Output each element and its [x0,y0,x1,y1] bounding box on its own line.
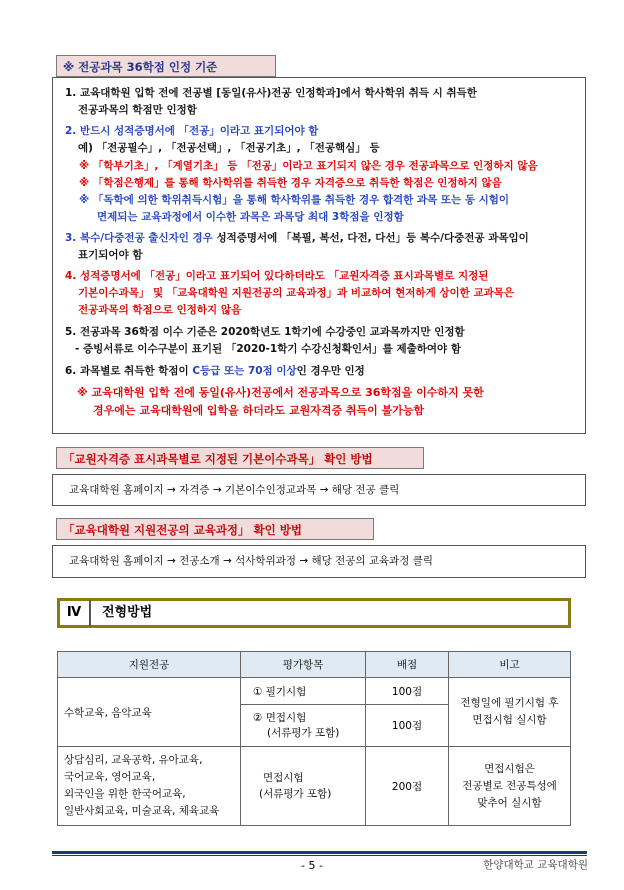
footer-rule-thin [52,855,587,856]
item3-line1 [65,230,529,247]
footer-school: 한양대학교 교육대학원 [483,859,588,871]
g2-note-c: 맞추어 실시함 [477,796,542,809]
section3-box [52,545,586,578]
section3-path: 교육대학원 홈페이지 → 전공소개 → 석사학위과정 → 해당 전공의 교육과정 클릭 [69,555,434,567]
g2-majors [58,747,241,826]
item2-note1: ※ 「학부기초」, 「계열기초」 등 「전공」이라고 표기되지 않은 경우 전공과목으로 인정하지 않음 [79,160,538,172]
page-number: - 5 - [301,859,323,872]
th-major: 지원전공 [58,652,241,678]
g2-note-a: 면접시험은 [484,762,535,775]
item2-note4: 면제되는 교육과정에서 이수한 과목은 과목당 최대 3학점을 인정함 [97,211,404,223]
g1-item2-b: (서류평가 포함) [267,726,340,739]
g2-item-b: (서류평가 포함) [259,788,332,800]
g1-majors: 수학교육, 음악교육 [58,678,241,747]
item4-line1: 4. 성적증명서에 「전공」이라고 표기되어 있다하더라도 「교원자격증 표시과목별로 지정된 [65,270,489,282]
section4-title: 전형방법 [102,605,153,620]
g1-item2 [241,705,366,747]
item6-line1 [65,363,365,380]
item6-blue: C등급 또는 70점 이상 [192,365,297,377]
item6-warn2: 경우에는 교육대학원에 입학을 하더라도 교원자격증 취득이 불가능함 [93,404,425,417]
th-item: 평가항목 [241,652,366,678]
item1-line2: 전공과목의 학점만 인정함 [78,104,197,116]
section2-title [56,447,424,469]
table-row [58,747,571,826]
item3-line2: 표기되어야 함 [78,249,143,261]
g2-major-0: 상담심리, 교육공학, 유아교육, [64,754,203,766]
item2-example: 예) 「전공필수」, 「전공선택」, 「전공기초」, 「전공핵심」 등 [78,142,380,154]
section1-title-text: ※ 전공과목 36학점 인정 기준 [63,60,218,74]
g2-note-b: 전공별로 전공특성에 [462,779,557,792]
g2-note [449,747,571,826]
item2-note3: ※ 「독학에 의한 학위취득시험」을 통해 학사학위를 취득한 경우 합격한 과목 또는 동 시험이 [79,194,510,206]
th-score: 배점 [366,652,449,678]
th-note: 비고 [449,652,571,678]
g1-score1: 100점 [366,678,449,705]
item3-line1-blue: 3. 복수/다중전공 출신자인 경우 [65,232,213,244]
item2-line1: 2. 반드시 성적증명서에 「전공」이라고 표기되어야 함 [65,125,319,137]
item2-note2: ※ 「학점은행제」를 통해 학사학위를 취득한 경우 자격증으로 취득한 학점은 인정하지 않음 [79,177,502,189]
section4-header [57,598,571,628]
table-row [58,678,571,705]
g1-item1: ① 필기시험 [241,678,366,705]
item5-line2: - 증빙서류로 이수구분이 표기된 「2020-1학기 수강신청확인서」를 제출하여야 함 [75,343,461,355]
section3-title [56,518,374,540]
g1-score2: 100점 [366,705,449,747]
g1-note [449,678,571,747]
g1-item2-a: ② 면접시험 [253,711,307,724]
footer-rule-thick [52,851,587,854]
section2-title-text: 「교원자격증 표시과목별로 지정된 기본이수과목」 확인 방법 [63,452,373,466]
screening-table [57,651,571,826]
section4-number: Ⅳ [59,600,91,626]
g2-item-a: 면접시험 [263,772,304,784]
item4-line3: 전공과목의 학점으로 인정하지 않음 [78,304,242,316]
section2-box [52,474,586,506]
item5-line1: 5. 전공과목 36학점 이수 기준은 2020학년도 1학기에 수강중인 교과목까지만 인정함 [65,326,465,338]
table-header-row [58,652,571,678]
g1-note-a: 전형일에 필기시험 후 [460,697,559,709]
item6-warn1: ※ 교육대학원 입학 전에 동일(유사)전공에서 전공과목으로 36학점을 이수하지 못한 [77,386,484,399]
section1-box [52,77,586,434]
g2-item [241,747,366,826]
g2-major-3: 일반사회교육, 미술교육, 체육교육 [64,805,220,817]
g1-note-b: 면접시험 실시함 [472,714,547,726]
item4-line2: 기본이수과목」 및 「교육대학원 지원전공의 교육과정」과 비교하여 현저하게 상이한 교과목은 [78,287,515,299]
g2-score: 200점 [366,747,449,826]
item3-line1-rest: 성적증명서에 「복필, 복선, 다전, 다선」등 복수/다중전공 과목임이 [212,232,529,244]
section1-title [56,55,276,77]
item1-line1: 1. 교육대학원 입학 전에 전공별 [동일(유사)전공 인정학과]에서 학사학위 취득 시 취득한 [65,87,477,99]
item6-post: 인 경우만 인정 [296,365,365,377]
item6-pre: 6. 과목별로 취득한 학점이 [65,365,193,377]
section2-path: 교육대학원 홈페이지 → 자격증 → 기본이수인정교과목 → 해당 전공 클릭 [69,484,400,496]
section3-title-text: 「교육대학원 지원전공의 교육과정」 확인 방법 [63,523,302,537]
g2-major-2: 외국인을 위한 한국어교육, [64,788,186,800]
g2-major-1: 국어교육, 영어교육, [64,771,156,783]
